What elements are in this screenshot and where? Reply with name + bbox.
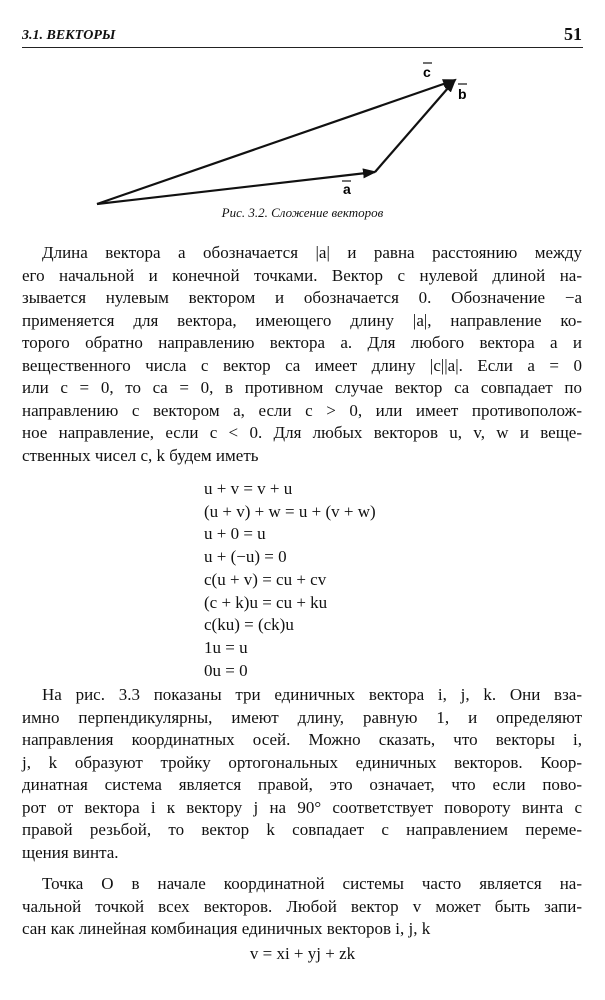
paragraph-origin	[22, 873, 582, 941]
vector-identities	[204, 478, 376, 682]
text-line: ное направление, если c < 0. Для любых векторов u, v, w и веще-	[22, 423, 582, 442]
equation: u + (−u) = 0	[204, 547, 287, 567]
equation: c(ku) = (ck)u	[204, 615, 294, 635]
text-line: направления координатных осей. Можно сказать, что векторы i,	[22, 730, 582, 749]
label-a: a	[343, 181, 351, 197]
vector-addition-figure	[0, 48, 605, 208]
linear-combination-equation: v = xi + yj + zk	[249, 944, 356, 963]
text-line: На рис. 3.3 показаны три единичных вектора i, j, k. Они вза-	[42, 685, 582, 704]
text-line: вещественного числа c вектор ca имеет длину |c||a|. Если a = 0	[22, 355, 582, 375]
equation: (u + v) + w = u + (v + w)	[204, 501, 376, 521]
text-line: торого обратно направлению вектора a. Для любого вектора a и	[22, 333, 582, 352]
text-line: j, k образуют тройку ортогональных единичных векторов. Коор-	[22, 752, 582, 772]
figure-caption: Рис. 3.2. Сложение векторов	[221, 205, 384, 220]
text-line: Длина вектора a обозначается |a| и равна расстоянию между	[42, 243, 582, 262]
text-line: рот от вектора i к вектору j на 90° соответствует повороту винта с	[22, 797, 582, 817]
text-line: сан как линейная комбинация единичных векторов i, j, k	[22, 919, 431, 938]
text-line: применяется для вектора, имеющего длину |a|, направление ко-	[22, 310, 582, 330]
text-line: ственных чисел c, k будем иметь	[22, 445, 259, 465]
text-line: щения винта.	[22, 842, 119, 862]
text-line: имно перпендикулярны, имеют длину, равную 1, и определяют	[22, 707, 582, 727]
text-line: чальной точкой всех векторов. Любой вектор v может быть запи-	[22, 896, 582, 916]
text-line: правой резьбой, то вектор k совпадает с направлением переме-	[22, 820, 582, 839]
section-title: 3.1. ВЕКТОРЫ	[22, 28, 116, 43]
text-line: Точка O в начале координатной системы часто является на-	[42, 874, 582, 893]
label-b: b	[458, 86, 467, 102]
text-line: динатная система является правой, это означает, что если пово-	[22, 775, 582, 794]
equation: (c + k)u = cu + ku	[204, 592, 328, 612]
text-line: его начальной и конечной точками. Вектор с нулевой длиной на-	[22, 265, 582, 285]
paragraph-vector-length	[22, 242, 582, 467]
equation: 1u = u	[204, 637, 248, 657]
equation: c(u + v) = cu + cv	[204, 569, 327, 589]
equation: u + 0 = u	[204, 524, 266, 544]
vector-a-arrow	[97, 172, 375, 204]
label-c: c	[423, 64, 431, 80]
running-header	[22, 22, 582, 46]
paragraph-unit-vectors	[22, 684, 582, 864]
text-line: направлению с вектором a, если c > 0, или имеет противополож-	[22, 400, 582, 420]
equation: u + v = v + u	[204, 479, 293, 498]
text-line: или c = 0, то ca = 0, в противном случае вектор ca совпадает по	[22, 378, 582, 397]
equation: 0u = 0	[204, 660, 248, 680]
page-number: 51	[564, 24, 582, 44]
text-line: зывается нулевым вектором и обозначается 0. Обозначение −a	[22, 288, 582, 307]
